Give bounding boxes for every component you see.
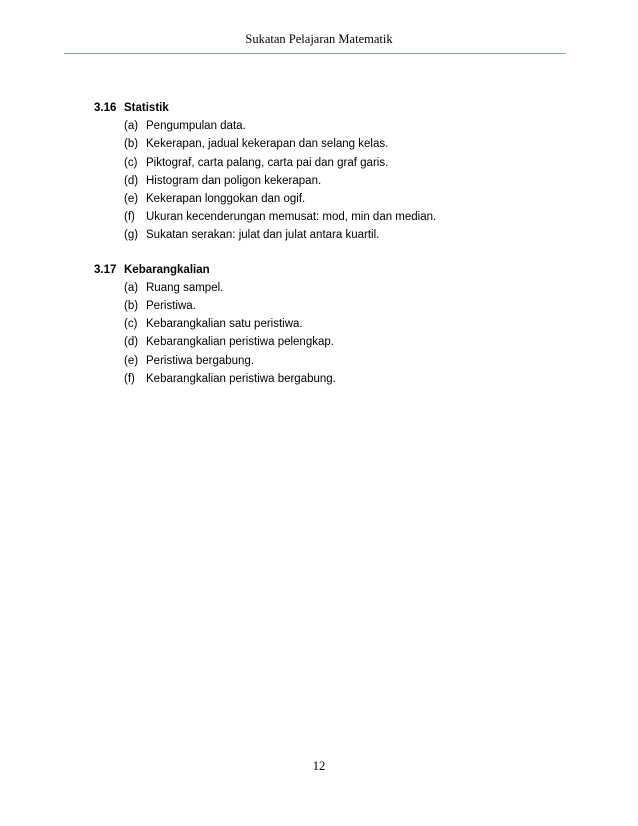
- section-heading: [94, 99, 574, 117]
- list-item-text: Peristiwa.: [146, 300, 196, 313]
- list-item-label: (d): [124, 174, 139, 187]
- list-item-text: Ukuran kecenderungan memusat: mod, min dan median.: [146, 211, 437, 224]
- list-item: [94, 315, 574, 333]
- list-item-text: Histogram dan poligon kekerapan.: [146, 174, 322, 187]
- list-item: [94, 279, 574, 297]
- list-item-label: (a): [124, 120, 139, 133]
- section-title: Kebarangkalian: [124, 263, 210, 276]
- list-item-text: Ruang sampel.: [146, 281, 224, 294]
- list-item: [94, 154, 574, 172]
- page-number: 12: [312, 759, 326, 773]
- list-item-text: Kekerapan, jadual kekerapan dan selang kelas.: [146, 138, 389, 151]
- list-item: [94, 208, 574, 226]
- list-item-label: (b): [124, 300, 139, 313]
- list-item-text: Piktograf, carta palang, carta pai dan graf garis.: [146, 156, 389, 169]
- list-item-text: Kebarangkalian peristiwa pelengkap.: [146, 336, 334, 349]
- list-item-text: Kebarangkalian satu peristiwa.: [146, 318, 303, 331]
- list-item: [94, 172, 574, 190]
- list-item-label: (e): [124, 354, 139, 367]
- list-item-text: Sukatan serakan: julat dan julat antara kuartil.: [146, 229, 380, 242]
- list-item-text: Kebarangkalian peristiwa bergabung.: [146, 372, 336, 385]
- page-header-title: Sukatan Pelajaran Matematik: [245, 32, 393, 46]
- list-item: [94, 117, 574, 135]
- list-item-label: (a): [124, 281, 139, 294]
- list-item-text: Pengumpulan data.: [146, 120, 246, 133]
- list-item-text: Peristiwa bergabung.: [146, 354, 255, 367]
- list-item-label: (e): [124, 193, 139, 206]
- document-body: [94, 99, 574, 388]
- section-title: Statistik: [124, 102, 169, 114]
- section-kebarangkalian: [94, 261, 574, 388]
- list-item: [94, 352, 574, 370]
- list-item: [94, 297, 574, 315]
- list-item-label: (f): [124, 211, 135, 224]
- section-statistik: [94, 99, 574, 245]
- list-item-label: (d): [124, 336, 139, 349]
- list-item-text: Kekerapan longgokan dan ogif.: [146, 193, 306, 206]
- list-item-label: (b): [124, 138, 139, 151]
- list-item: [94, 190, 574, 208]
- list-item: [94, 226, 574, 244]
- list-item: [94, 135, 574, 153]
- list-item-label: (c): [124, 318, 138, 331]
- list-item: [94, 333, 574, 351]
- header-divider: [64, 53, 566, 54]
- section-number: 3.17: [94, 263, 117, 276]
- section-number: 3.16: [94, 102, 117, 114]
- list-item-label: (f): [124, 372, 135, 385]
- list-item-label: (g): [124, 229, 139, 242]
- list-item: [94, 370, 574, 388]
- list-item-label: (c): [124, 156, 138, 169]
- section-heading: [94, 261, 574, 279]
